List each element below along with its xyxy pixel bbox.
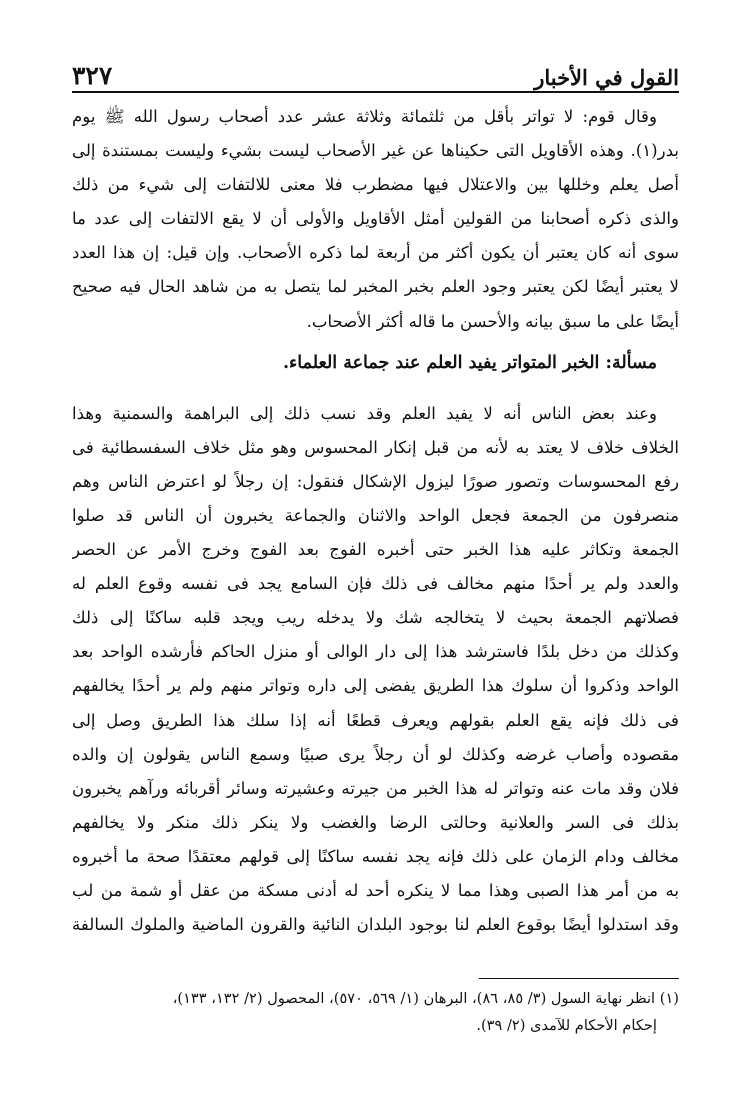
text-line: وكذلك من دخل بلدًا فاسترشد هذا إلى دار الوالى أو منزل الحاكم فأرشده الواحد بعد <box>72 642 679 662</box>
paragraph-1 <box>72 100 679 339</box>
text-line: وقد استدلوا أيضًا بوقوع العلم لنا بوجود البلدان النائية والقرون الماضية والملوك السالفة <box>72 915 679 935</box>
text-line: الخلاف خلاف لا يعتد به لأنه من قبل إنكار المحسوس وهو مثل خلاف السفسطائية فى <box>72 437 679 457</box>
text-line: الواحد وذكروا أن سلوك هذا الطريق يفضى إلى داره وتواتر منهم ولم ير أحدًا يخالفهم <box>72 676 679 696</box>
text-line: وقال قوم: لا تواتر بأقل من ثلثمائة وثلاثة عشر عدد أصحاب رسول الله ﷺ يوم <box>72 107 657 126</box>
text-line: سوى أنه كان يعتبر أن يكون أكثر من أربعة لما ذكره الأصحاب. وإن قيل: إن هذا العدد <box>72 243 679 263</box>
footnote-line: إحكام الأحكام للآمدى (٢/ ٣٩). <box>476 1017 657 1034</box>
text-line: لا يعتبر أيضًا لكن يعتبر وجود العلم بخبر المخبر لما يتصل به من شاهد الحال فيه صحيح <box>72 277 679 297</box>
section-heading: مسألة: الخبر المتواتر يفيد العلم عند جماعة العلماء. <box>282 352 657 373</box>
footnote-rule <box>479 978 679 979</box>
paragraph-2 <box>72 397 679 943</box>
page-number: ٣٢٧ <box>72 61 113 90</box>
text-line: بذلك فى السر والعلانية وحالتى الرضا والغضب ولا ينكر ذلك منكر ولا يخالفهم <box>72 812 679 832</box>
text-line: أيضًا على ما سبق بيانه والأحسن ما قاله أكثر الأصحاب. <box>306 311 679 331</box>
text-line: مخالف ودام الزمان على ذلك فإنه يجد نفسه ساكنًا إلى قولهم معتقدًا صحة ما أخبروه <box>72 846 679 866</box>
text-line: بدر(١). وهذه الأقاويل التى حكيناها عن غير الأصحاب ليست بشيء وليست بمستندة إلى <box>72 141 679 161</box>
footnote-line: (١) انظر نهاية السول (٣/ ٨٥، ٨٦)، البرهان (١/ ٥٦٩، ٥٧٠)، المحصول (٢/ ١٣٢، ١٣٣)، <box>172 990 679 1007</box>
text-line: والذى ذكره أصحابنا من القولين أمثل الأقاويل والأولى أن لا يقع الالتفات إلى عدد ما <box>72 209 679 229</box>
text-line: وعند بعض الناس أنه لا يفيد العلم وقد نسب ذلك إلى البراهمة والسمنية وهذا <box>72 403 657 423</box>
text-line: به من أمر هذا الصبى وهذا مما لا ينكره أحد له أدنى مسكة من عقل أو شمة من لب <box>72 880 679 900</box>
header-rule <box>72 91 679 93</box>
text-line: فصلاتهم الجمعة بحيث لا يتخالجه شك ولا يدخله ريب ويجد قلبه ساكنًا إلى ذلك <box>72 608 679 628</box>
running-title: القول في الأخبار <box>534 65 679 90</box>
text-line: الجمعة وتكاثر عليه هذا الخبر حتى أخبره الفوج بعد الفوج وخرج الأمر عن الحصر <box>72 540 679 560</box>
text-line: أصل يعلم وخللها بين والاعتلال فيها مضطرب فلا معنى للالتفات إلى شيء من ذلك <box>72 175 679 195</box>
text-line: فلان وقد مات عنه وتواتر له هذا الخبر من جيرته وعشيرته وسائر أقربائه ورآهم يخبرون <box>72 778 679 798</box>
text-line: منصرفون من الجمعة فجعل الواحد والاثنان والجماعة يخبرون أن الناس قد صلوا <box>72 505 679 525</box>
text-line: والعدد ولم ير أحدًا منهم مخالف فى ذلك فإن السامع يجد فى نفسه وقوع العلم له <box>72 574 679 594</box>
footnotes <box>72 985 679 1039</box>
text-line: مقصوده وأصاب غرضه وكذلك لو أن رجلاً يرى صبيًا وسمع الناس يقولون إن والده <box>72 744 679 764</box>
text-line: رفع المحسوسات وتصور صورًا ليزول الإشكال فنقول: إن رجلاً لو اعترض الناس وهم <box>72 471 679 491</box>
main-text <box>72 100 679 942</box>
paragraph-gap <box>72 387 679 397</box>
page-header <box>72 50 679 90</box>
text-line: فى ذلك فإنه يقع العلم بقولهم ويعرف قطعًا أنه إذا سلك هذا الطريق وصل إلى <box>72 710 679 730</box>
